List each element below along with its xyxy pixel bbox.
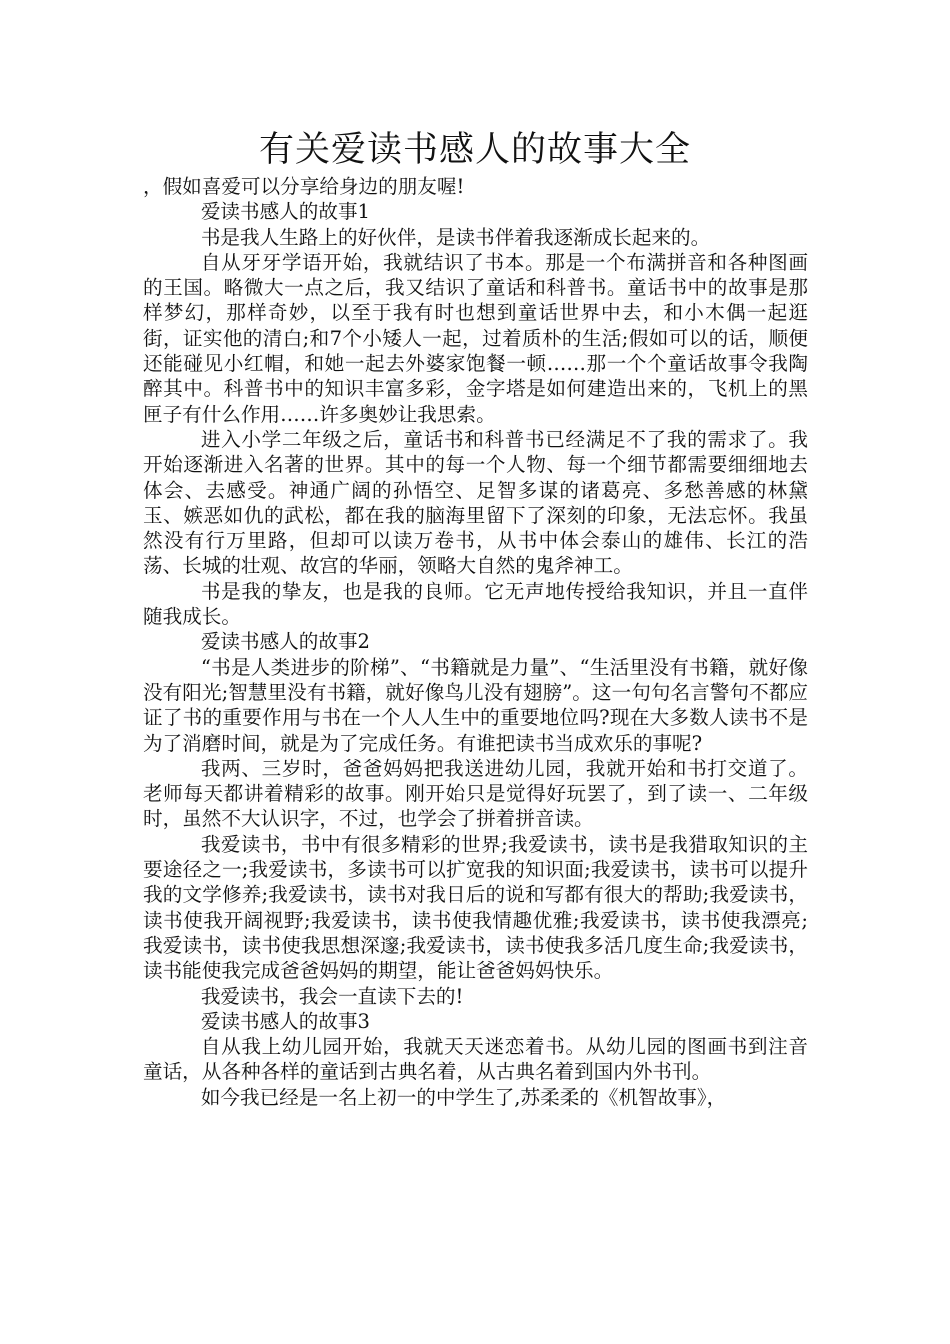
paragraph: 我爱读书，我会一直读下去的! (200, 984, 464, 1008)
paragraph: 进入小学二年级之后，童话书和科普书已经满足不了我的需求了。我开始逐渐进入名著的世界。其中的每一个人物、每一个细节都需要细细地去体会、去感受。神通广阔的孙悟空、足智多谋的诸葛亮、多愁善感的林黛玉、嫉恶如仇的武松，都在我的脑海里留下了深刻的印象，无法忘怀。我虽然没有行万里路，但却可以读万卷书，从书中体会泰山的雄伟、长江的浩荡、长城的壮观、故宫的华丽，领略大自然的鬼斧神工。 (143, 427, 808, 578)
paragraph: 我两、三岁时，爸爸妈妈把我送进幼儿园，我就开始和书打交道了。老师每天都讲着精彩的故事。刚开始只是觉得好玩罢了，到了读一、二年级时，虽然不大认识字，不过，也学会了拼着拼音读。 (143, 756, 808, 831)
paragraph: “书是人类进步的阶梯”、“书籍就是力量”、“生活里没有书籍，就好像没有阳光;智慧里没有书籍，就好像鸟儿没有翅膀”。这一句句名言警句不都应证了书的重要作用与书在一个人人生中的重要地位吗?现在大多数人读书不是为了消磨时间，就是为了完成任务。有谁把读书当成欢乐的事呢? (143, 655, 808, 755)
section-heading-3: 爱读书感人的故事3 (200, 1009, 371, 1033)
document-title: 有关爱读书感人的故事大全 (258, 130, 691, 170)
paragraph: 自从牙牙学语开始，我就结识了书本。那是一个布满拼音和各种图画的王国。略微大一点之后，我又结识了童话和科普书。童话书中的故事是那样梦幻，那样奇妙，以至于我有时也想到童话世界中去，和小木偶一起逛街，证实他的清白;和7个小矮人一起，过着质朴的生活;假如可以的话，顺便还能碰见小红帽，和她一起去外婆家饱餐一顿……那一个个童话故事令我陶醉其中。科普书中的知识丰富多彩，金字塔是如何建造出来的，飞机上的黑匣子有什么作用……许多奥妙让我思索。 (143, 250, 808, 426)
paragraph: 自从我上幼儿园开始，我就天天迷恋着书。从幼儿园的图画书到注音童话，从各种各样的童话到古典名着，从古典名着到国内外书刊。 (143, 1035, 808, 1084)
paragraph: 如今我已经是一名上初一的中学生了,苏柔柔的《机智故事》， (200, 1085, 727, 1109)
intro-line: ，假如喜爱可以分享给身边的朋友喔! (143, 175, 465, 198)
paragraph: 书是我人生路上的好伙伴，是读书伴着我逐渐成长起来的。 (200, 225, 711, 249)
section-heading-2: 爱读书感人的故事2 (200, 630, 371, 654)
document-body (143, 174, 808, 1110)
paragraph: 书是我的挚友，也是我的良师。它无声地传授给我知识，并且一直伴随我成长。 (143, 579, 808, 629)
section-heading-1: 爱读书感人的故事1 (200, 200, 371, 224)
paragraph: 我爱读书，书中有很多精彩的世界;我爱读书，读书是我猎取知识的主要途径之一;我爱读书，多读书可以扩宽我的知识面;我爱读书，读书可以提升我的文学修养;我爱读书，读书对我日后的说和写都有很大的帮助;我爱读书，读书使我开阔视野;我爱读书，读书使我情趣优雅;我爱读书，读书使我漂亮;我爱读书，读书使我思想深邃;我爱读书，读书使我多活几度生命;我爱读书，读书能使我完成爸爸妈妈的期望，能让爸爸妈妈快乐。 (143, 832, 808, 983)
